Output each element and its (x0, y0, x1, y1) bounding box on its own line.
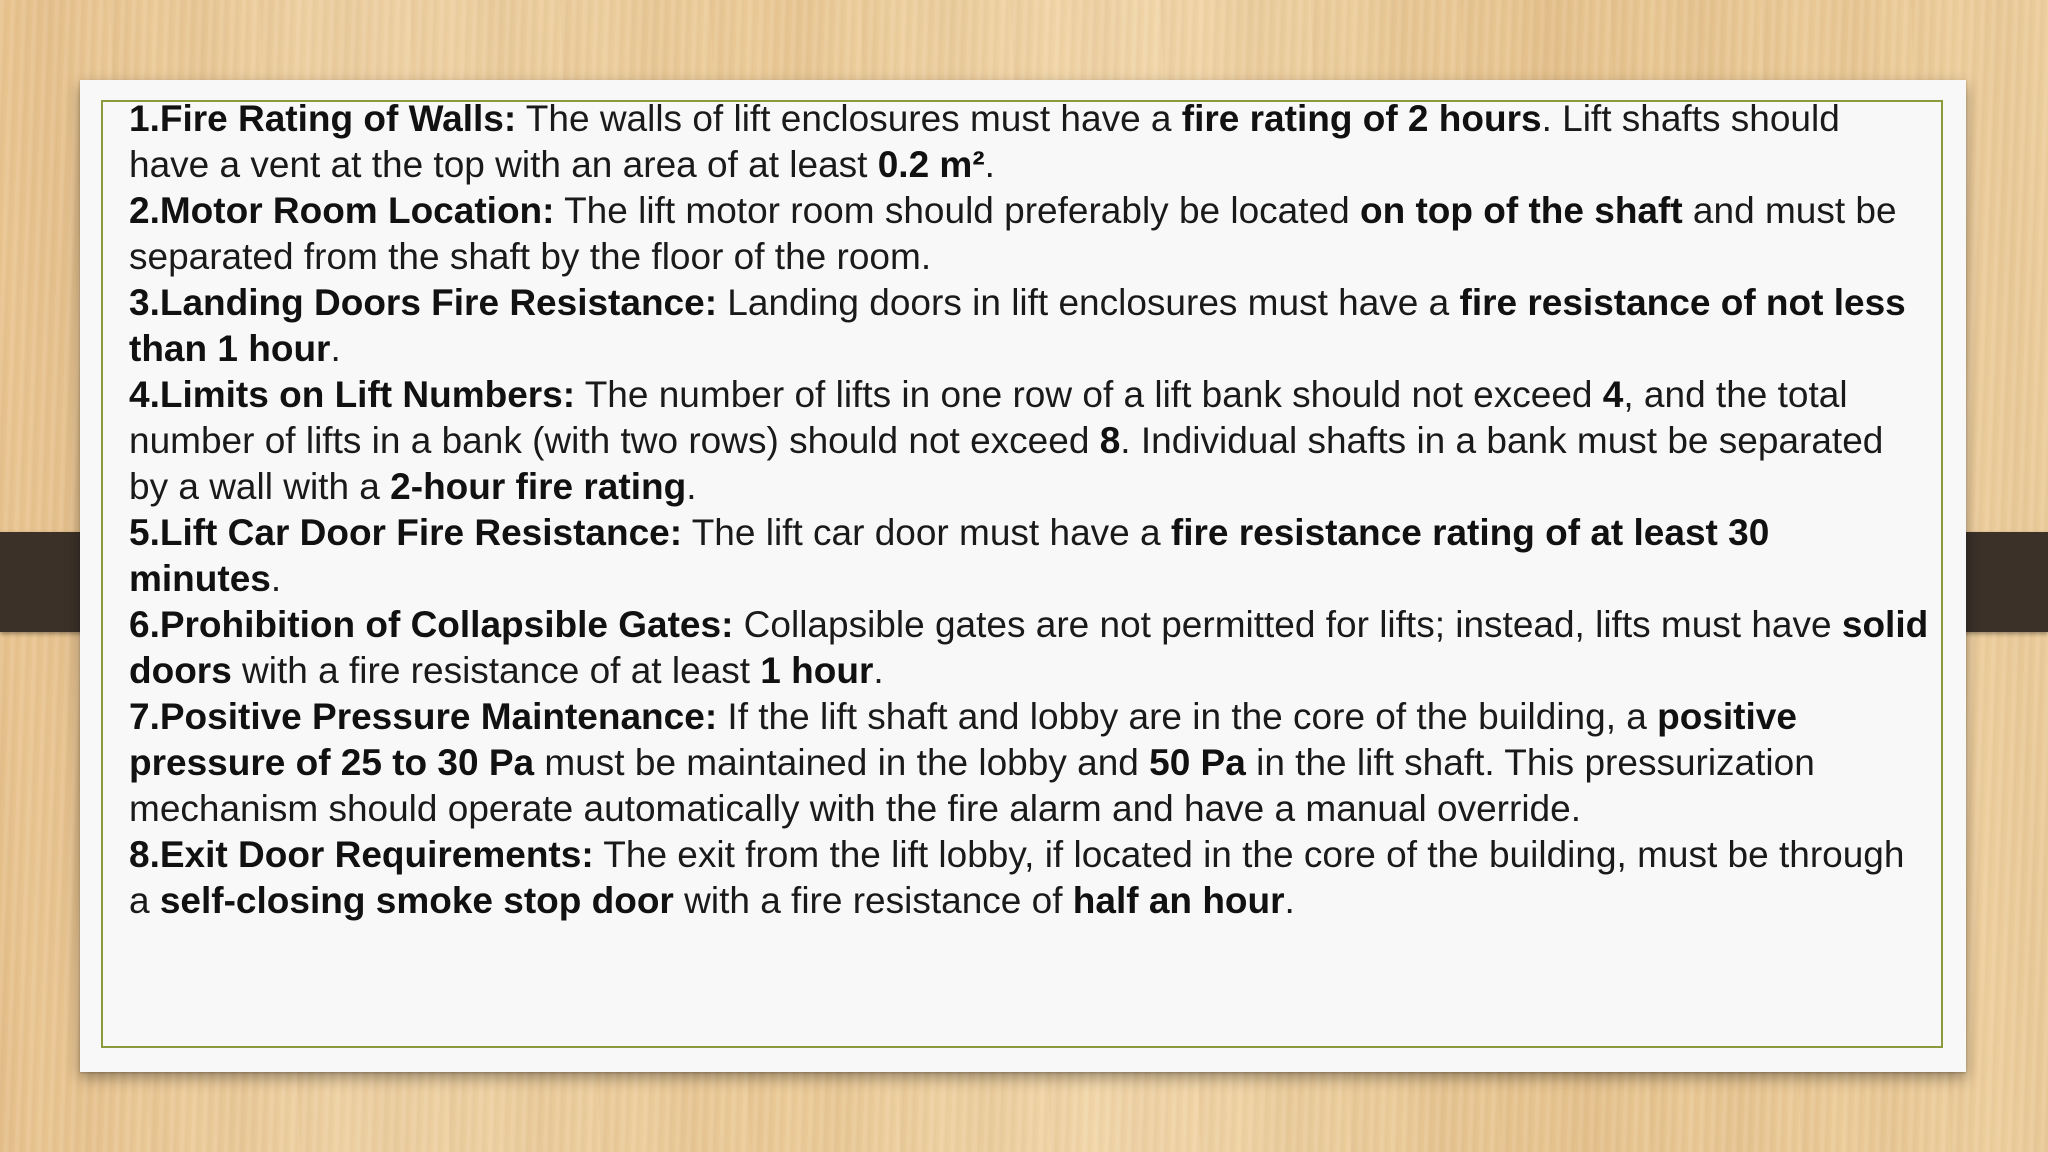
item-emphasis: positive pressure of 25 to 30 Pa (129, 696, 1797, 783)
item-emphasis: fire resistance rating of at least 30 minutes (129, 512, 1770, 599)
item-heading: 6.Prohibition of Collapsible Gates: (129, 604, 734, 645)
item-emphasis: half an hour (1072, 880, 1285, 921)
item-text: and must be separated from the shaft by the floor of the room. (129, 190, 1897, 277)
list-item-motor-room-location (129, 188, 1929, 280)
list-item-collapsible-gates (129, 602, 1929, 694)
item-text: The lift car door must have a (682, 512, 1171, 553)
item-heading: 8.Exit Door Requirements: (129, 834, 594, 875)
item-emphasis: solid doors (129, 604, 1929, 691)
item-emphasis: 0.2 m² (877, 144, 985, 185)
list-item-landing-doors (129, 280, 1929, 372)
item-text: with a fire resistance of (673, 880, 1073, 921)
list-item-car-door (129, 510, 1929, 602)
item-text: . (873, 650, 884, 691)
item-text: . (984, 144, 995, 185)
slide-card (80, 80, 1966, 1072)
item-text: Landing doors in lift enclosures must have a (717, 282, 1460, 323)
item-heading: 1.Fire Rating of Walls: (129, 98, 517, 139)
item-text: with a fire resistance of at least (231, 650, 761, 691)
item-text: . (270, 558, 282, 599)
item-text: , and the total number of lifts in a bank (with two rows) should not exceed (129, 374, 1848, 461)
item-heading: 3.Landing Doors Fire Resistance: (129, 282, 718, 323)
item-text: Collapsible gates are not permitted for lifts; instead, lifts must have (733, 604, 1842, 645)
item-text: The walls of lift enclosures must have a (516, 98, 1182, 139)
item-heading: 4.Limits on Lift Numbers: (129, 374, 576, 415)
item-heading: 7.Positive Pressure Maintenance: (129, 696, 718, 737)
item-emphasis: fire resistance of not less than 1 hour (129, 282, 1906, 369)
requirements-list (129, 96, 1929, 924)
list-item-positive-pressure (129, 694, 1929, 832)
item-text: in the lift shaft. This pressurization mechanism should operate automatically with the fire alarm and have a manual override. (129, 742, 1815, 829)
item-text: must be maintained in the lobby and (534, 742, 1150, 783)
item-text: . Lift shafts should have a vent at the top with an area of at least (129, 98, 1840, 185)
list-item-lift-numbers (129, 372, 1929, 510)
item-emphasis: 1 hour (760, 650, 874, 691)
item-emphasis: 4 (1602, 374, 1624, 415)
item-emphasis: 50 Pa (1149, 742, 1246, 783)
item-text: If the lift shaft and lobby are in the core of the building, a (717, 696, 1658, 737)
item-emphasis: 8 (1099, 420, 1121, 461)
item-text: The number of lifts in one row of a lift bank should not exceed (575, 374, 1603, 415)
list-item-exit-door (129, 832, 1929, 924)
item-emphasis: fire rating of 2 hours (1181, 98, 1542, 139)
item-text: . (686, 466, 697, 507)
item-heading: 5.Lift Car Door Fire Resistance: (129, 512, 683, 553)
item-text: The lift motor room should preferably be located (554, 190, 1360, 231)
item-text: . (330, 328, 341, 369)
item-emphasis: on top of the shaft (1359, 190, 1683, 231)
item-heading: 2.Motor Room Location: (129, 190, 555, 231)
item-emphasis: 2-hour fire rating (390, 466, 687, 507)
list-item-fire-rating-walls (129, 96, 1929, 188)
item-text: . (1284, 880, 1295, 921)
item-text: The exit from the lift lobby, if located in the core of the building, must be through a (129, 834, 1905, 921)
item-text: . Individual shafts in a bank must be separated by a wall with a (129, 420, 1884, 507)
item-emphasis: self-closing smoke stop door (159, 880, 674, 921)
